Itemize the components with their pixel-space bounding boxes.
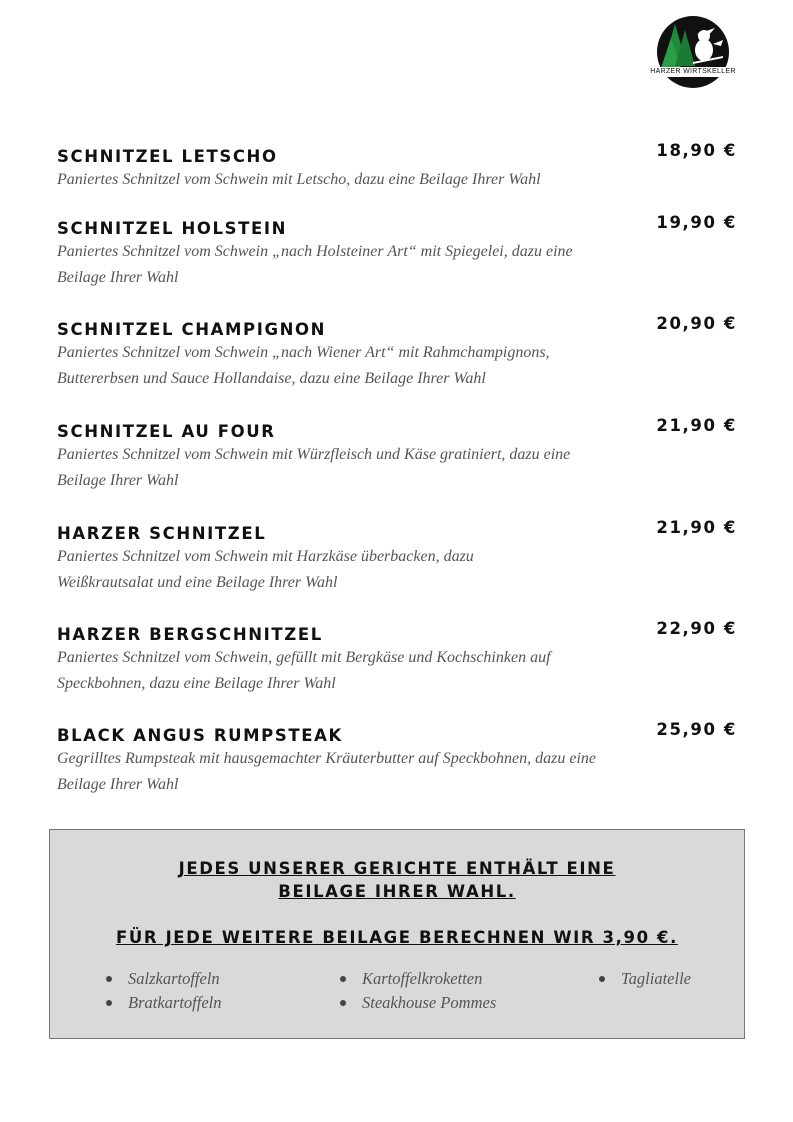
dish-price: 19,90 €: [656, 213, 737, 232]
menu-item: [57, 720, 737, 798]
side-option: [621, 969, 691, 989]
menu-item: [57, 416, 737, 494]
side-option-label: Steakhouse Pommes: [362, 993, 497, 1012]
dish-description: Paniertes Schnitzel vom Schwein „nach Wiener Art“ mit Rahmchampignons, Buttererbsen und Sauce Hollandaise, dazu eine Beilage Ihrer Wahl: [57, 344, 550, 387]
sides-heading-line1: JEDES UNSERER GERICHTE ENTHÄLT EINE: [178, 859, 616, 878]
bullet-icon: [340, 1000, 346, 1006]
dish-name: SCHNITZEL HOLSTEIN: [57, 219, 288, 238]
dish-price: 18,90 €: [656, 141, 737, 160]
dish-description: Paniertes Schnitzel vom Schwein, gefüllt mit Bergkäse und Kochschinken auf Speckbohnen, dazu eine Beilage Ihrer Wahl: [57, 649, 551, 692]
dish-name: SCHNITZEL AU FOUR: [57, 422, 276, 441]
side-option: [128, 969, 220, 989]
dish-description: Gegrilltes Rumpsteak mit hausgemachter Kräuterbutter auf Speckbohnen, dazu eine Beilage Ihrer Wahl: [57, 750, 597, 793]
dish-price: 25,90 €: [656, 720, 737, 739]
dish-description: Paniertes Schnitzel vom Schwein mit Würzfleisch und Käse gratiniert, dazu eine Beilage Ihrer Wahl: [57, 446, 571, 489]
side-option: [362, 969, 482, 989]
menu-item: [57, 314, 737, 392]
dish-name: BLACK ANGUS RUMPSTEAK: [57, 726, 343, 745]
dish-price: 22,90 €: [656, 619, 737, 638]
dish-price: 21,90 €: [656, 416, 737, 435]
dish-price: 20,90 €: [656, 314, 737, 333]
menu-item: [57, 619, 737, 697]
menu-item: [57, 141, 737, 193]
sides-heading-line2: BEILAGE IHRER WAHL.: [278, 882, 516, 901]
side-option: [128, 993, 222, 1013]
dish-name: HARZER SCHNITZEL: [57, 524, 267, 543]
dish-name: SCHNITZEL CHAMPIGNON: [57, 320, 327, 339]
logo-text: HARZER WIRTSKELLER: [640, 67, 746, 77]
dish-description: Paniertes Schnitzel vom Schwein mit Letscho, dazu eine Beilage Ihrer Wahl: [57, 171, 541, 188]
extra-side-price-note: FÜR JEDE WEITERE BEILAGE BERECHNEN WIR 3,90 €.: [116, 928, 678, 947]
bullet-icon: [340, 976, 346, 982]
restaurant-logo: [640, 12, 750, 94]
side-option-label: Tagliatelle: [621, 969, 691, 988]
side-option-label: Kartoffelkroketten: [362, 969, 483, 988]
sides-info-box: [49, 829, 745, 1039]
menu-item: [57, 518, 737, 596]
menu-item: [57, 213, 737, 291]
dish-description: Paniertes Schnitzel vom Schwein „nach Holsteiner Art“ mit Spiegelei, dazu eine Beilage Ihrer Wahl: [57, 243, 573, 286]
side-option-label: Bratkartoffeln: [128, 993, 222, 1012]
bullet-icon: [599, 976, 605, 982]
side-option: [362, 993, 496, 1013]
dish-description: Paniertes Schnitzel vom Schwein mit Harzkäse überbacken, dazu Weißkrautsalat und eine Beilage Ihrer Wahl: [57, 548, 474, 591]
dish-name: SCHNITZEL LETSCHO: [57, 147, 278, 166]
bullet-icon: [106, 1000, 112, 1006]
logo-emblem: [657, 16, 729, 88]
side-option-label: Salzkartoffeln: [128, 969, 220, 988]
dish-name: HARZER BERGSCHNITZEL: [57, 625, 323, 644]
dish-price: 21,90 €: [656, 518, 737, 537]
bullet-icon: [106, 976, 112, 982]
